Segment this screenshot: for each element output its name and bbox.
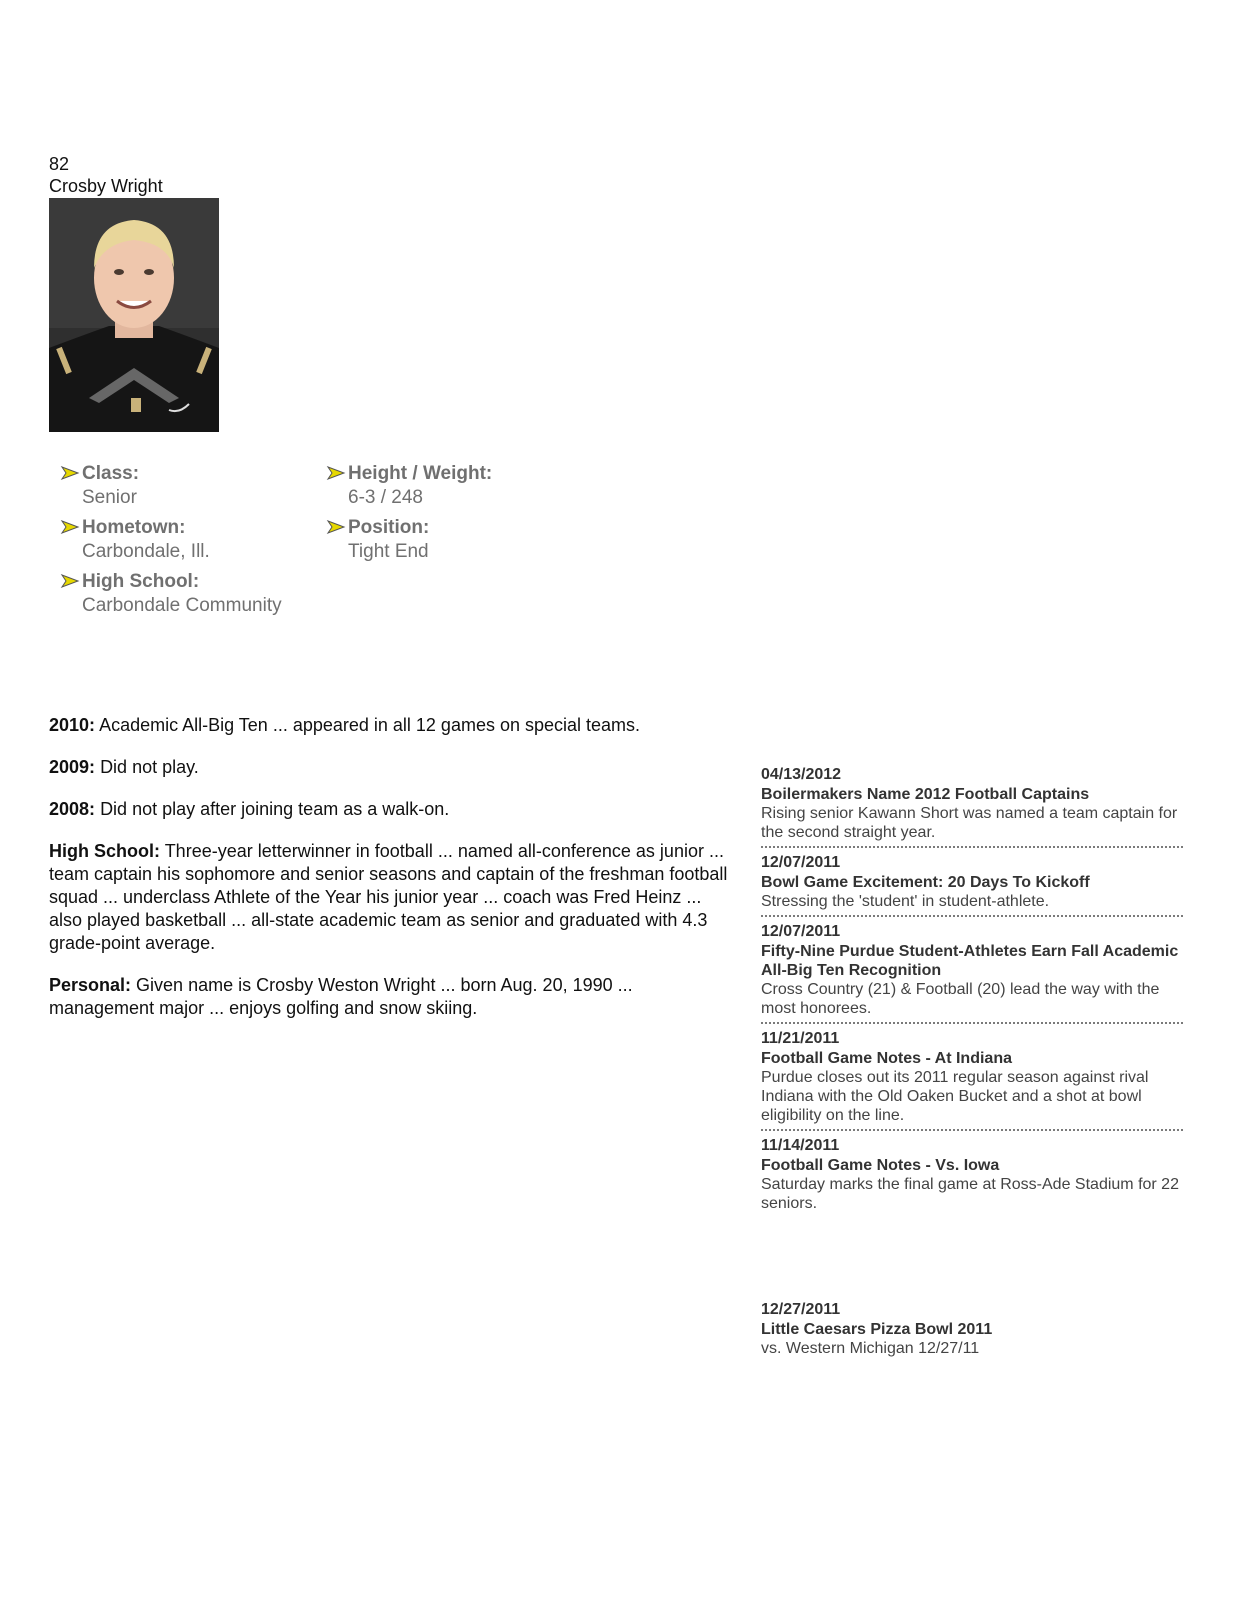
- bowl-date: 12/27/2011: [761, 1301, 841, 1318]
- bio-text: Given name is Crosby Weston Wright ... born Aug. 20, 1990 ... management major ... enjoys golfing and snow skiing.: [49, 975, 633, 1018]
- fact-label: Hometown:: [82, 517, 186, 538]
- news-date: 11/14/2011: [761, 1137, 840, 1154]
- bowl-title-link[interactable]: Little Caesars Pizza Bowl 2011: [761, 1321, 993, 1338]
- news-date: 11/21/2011: [761, 1030, 840, 1047]
- news-title-link[interactable]: Fifty-Nine Purdue Student-Athletes Earn Fall Academic All-Big Ten Recognition: [761, 943, 1179, 979]
- news-date: 04/13/2012: [761, 766, 842, 783]
- news-list: [761, 765, 1183, 1222]
- news-description: Cross Country (21) & Football (20) lead the way with the most honorees.: [761, 981, 1160, 1017]
- fact-value: Carbondale Community: [82, 595, 282, 616]
- fact-value: Senior: [82, 487, 137, 508]
- bio-text: Did not play.: [100, 757, 199, 777]
- bio-text: Three-year letterwinner in football ... named all-conference as junior ... team captain his sophomore and senior seasons and captain of the freshman football squad ... underclass Athlete of the Year his junior year ... coach was Fred Heinz ... also played basketball ... all-state academic team as senior and graduated with 4.3 grade-point average.: [49, 841, 728, 953]
- bio-label: High School:: [49, 841, 160, 861]
- bio-label: 2008:: [49, 799, 96, 819]
- bowl-description: vs. Western Michigan 12/27/11: [761, 1340, 980, 1357]
- player-name: Crosby Wright: [49, 176, 163, 196]
- fact-label: High School:: [82, 571, 200, 592]
- bio-paragraph-2010: [49, 714, 729, 737]
- bio-label: 2009:: [49, 757, 96, 777]
- fact-value: Tight End: [348, 541, 429, 562]
- news-title-link[interactable]: Boilermakers Name 2012 Football Captains: [761, 786, 1090, 803]
- news-description: Purdue closes out its 2011 regular season against rival Indiana with the Old Oaken Bucket and a shot at bowl eligibility on the line.: [761, 1069, 1149, 1124]
- news-description: Stressing the 'student' in student-athlete.: [761, 893, 1050, 910]
- news-item[interactable]: [761, 922, 1183, 1024]
- news-description: Rising senior Kawann Short was named a team captain for the second straight year.: [761, 805, 1178, 841]
- news-item[interactable]: [761, 1136, 1183, 1217]
- arrow-bullet-icon: [60, 464, 80, 482]
- fact-label: Class:: [82, 463, 140, 484]
- player-facts: [60, 462, 580, 632]
- arrow-bullet-icon: [326, 518, 346, 536]
- fact-value: Carbondale, Ill.: [82, 541, 210, 562]
- news-date: 12/07/2011: [761, 854, 841, 871]
- bio-text: Did not play after joining team as a walk-on.: [100, 799, 450, 819]
- player-photo: [49, 198, 219, 432]
- fact-value: 6-3 / 248: [348, 487, 423, 508]
- bio-paragraph-2008: [49, 798, 729, 821]
- bio-label: Personal:: [49, 975, 132, 995]
- bio-label: 2010:: [49, 715, 96, 735]
- news-description: Saturday marks the final game at Ross-Ade Stadium for 22 seniors.: [761, 1176, 1179, 1212]
- news-title-link[interactable]: Football Game Notes - At Indiana: [761, 1050, 1012, 1067]
- news-date: 12/07/2011: [761, 923, 841, 940]
- arrow-bullet-icon: [60, 518, 80, 536]
- bio-paragraph-high-school: [49, 840, 729, 955]
- player-number: 82: [49, 154, 70, 174]
- news-title-link[interactable]: Football Game Notes - Vs. Iowa: [761, 1157, 1000, 1174]
- news-item[interactable]: [761, 765, 1183, 848]
- bio-paragraph-personal: [49, 974, 729, 1020]
- bio-text: Academic All-Big Ten ... appeared in all 12 games on special teams.: [99, 715, 641, 735]
- bio-paragraph-2009: [49, 756, 729, 779]
- news-item[interactable]: [761, 853, 1183, 917]
- arrow-bullet-icon: [60, 572, 80, 590]
- bowl-game-promo[interactable]: [761, 1300, 1183, 1358]
- fact-label: Position:: [348, 517, 430, 538]
- fact-label: Height / Weight:: [348, 463, 493, 484]
- player-bio: [49, 714, 729, 1039]
- news-title-link[interactable]: Bowl Game Excitement: 20 Days To Kickoff: [761, 874, 1090, 891]
- arrow-bullet-icon: [326, 464, 346, 482]
- news-item[interactable]: [761, 1029, 1183, 1131]
